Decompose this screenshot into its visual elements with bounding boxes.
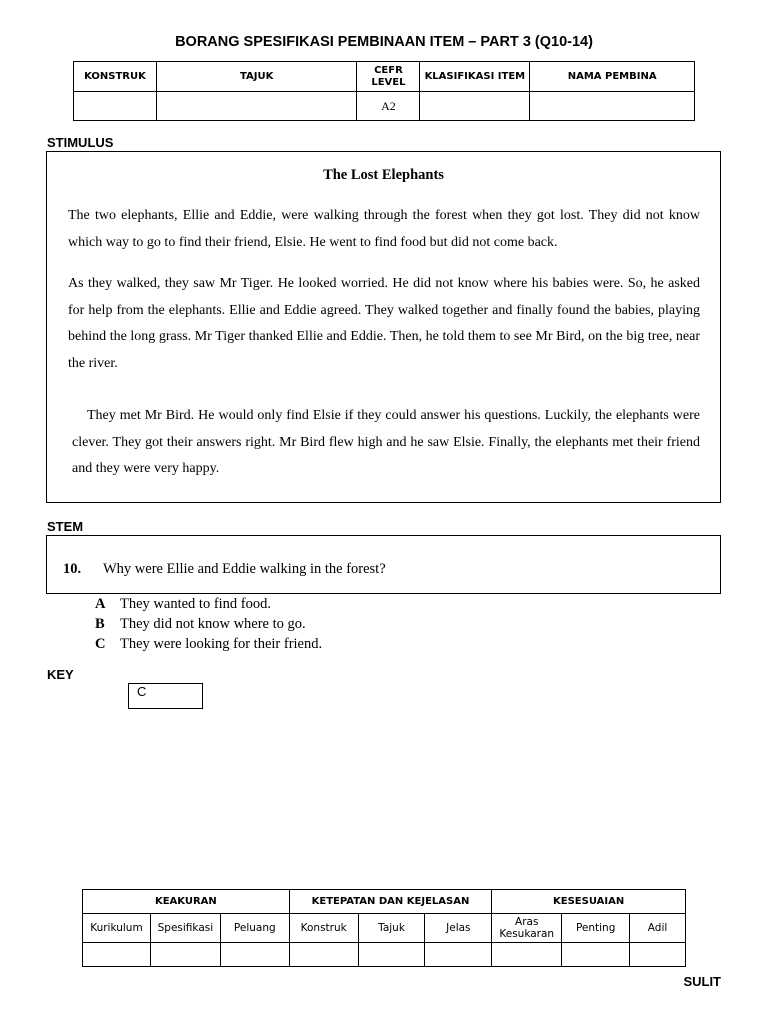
stimulus-paragraph-1: The two elephants, Ellie and Eddie, were walking through the forest when they got lost. They did not know which way to go to find their friend, Elsie. He went to find food but did not come back. xyxy=(68,208,700,250)
key-label: KEY xyxy=(47,667,74,682)
header-nama-pembina: NAMA PEMBINA xyxy=(530,62,695,92)
option-b[interactable] xyxy=(95,616,306,633)
footer-sulit: SULIT xyxy=(683,974,721,989)
option-text: They did not know where to go. xyxy=(120,616,306,632)
group-ketepatan-dan-kejelasan: KETEPATAN DAN KEJELASAN xyxy=(289,890,492,914)
sub-adil: Adil xyxy=(630,914,686,943)
eval-cell-kurikulum[interactable] xyxy=(83,943,151,967)
header-konstruk: KONSTRUK xyxy=(74,62,157,92)
story-title: The Lost Elephants xyxy=(323,167,444,183)
sub-aras-kesukaran: Aras Kesukaran xyxy=(492,914,562,943)
sub-spesifikasi: Spesifikasi xyxy=(150,914,220,943)
header-tajuk: TAJUK xyxy=(156,62,357,92)
sub-peluang: Peluang xyxy=(220,914,289,943)
header-klasifikasi-item: KLASIFIKASI ITEM xyxy=(420,62,530,92)
option-letter: A xyxy=(95,596,106,612)
option-a[interactable] xyxy=(95,596,271,613)
key-answer: C xyxy=(137,684,147,699)
cell-tajuk[interactable] xyxy=(156,92,357,121)
sub-jelas: Jelas xyxy=(425,914,492,943)
group-keakuran: KEAKURAN xyxy=(83,890,290,914)
cell-konstruk[interactable] xyxy=(74,92,157,121)
option-letter: B xyxy=(95,616,105,632)
key-answer-box[interactable] xyxy=(128,683,203,709)
stem-box xyxy=(46,535,721,594)
option-text: They were looking for their friend. xyxy=(120,636,323,652)
eval-cell-konstruk[interactable] xyxy=(289,943,358,967)
sub-penting: Penting xyxy=(562,914,630,943)
question-text: Why were Ellie and Eddie walking in the forest? xyxy=(103,561,386,577)
stem-label: STEM xyxy=(47,519,84,534)
cell-klasifikasi-item[interactable] xyxy=(420,92,530,121)
sub-konstruk: Konstruk xyxy=(289,914,358,943)
stimulus-label: STIMULUS xyxy=(47,135,114,150)
eval-cell-tajuk[interactable] xyxy=(358,943,425,967)
option-c[interactable] xyxy=(95,636,322,653)
cell-cefr-level[interactable]: A2 xyxy=(357,92,420,121)
sub-tajuk: Tajuk xyxy=(358,914,425,943)
sub-kurikulum: Kurikulum xyxy=(83,914,151,943)
eval-cell-spesifikasi[interactable] xyxy=(150,943,220,967)
eval-cell-aras-kesukaran[interactable] xyxy=(492,943,562,967)
stimulus-paragraph-2: As they walked, they saw Mr Tiger. He looked worried. He did not know where his babies were. So, he asked for help from the elephants. Ellie and Eddie agreed. They walked together and finally found the babies, playing behind the long grass. Mr Tiger thanked Ellie and Eddie. Then, he told them to see Mr Bird, on the big tree, near the river. xyxy=(68,276,700,371)
form-title: BORANG SPESIFIKASI PEMBINAAN ITEM – PART 3 (Q10-14) xyxy=(175,34,593,50)
stimulus-paragraph-3: They met Mr Bird. He would only find Elsie if they could answer his questions. Luckily, the elephants were clever. They got their answers right. Mr Bird flew high and he saw Elsie. Finally, the elephants met their friend and they were very happy. xyxy=(72,408,700,476)
stimulus-box xyxy=(46,151,721,503)
option-text: They wanted to find food. xyxy=(120,596,272,612)
cell-nama-pembina[interactable] xyxy=(530,92,695,121)
item-header-table xyxy=(73,61,695,121)
eval-cell-jelas[interactable] xyxy=(425,943,492,967)
question-number: 10. xyxy=(63,561,82,577)
option-letter: C xyxy=(95,636,106,652)
evaluation-table xyxy=(82,889,686,967)
eval-cell-adil[interactable] xyxy=(630,943,686,967)
eval-cell-penting[interactable] xyxy=(562,943,630,967)
eval-cell-peluang[interactable] xyxy=(220,943,289,967)
header-cefr-level: CEFR LEVEL xyxy=(357,62,420,92)
group-kesesuaian: KESESUAIAN xyxy=(492,890,686,914)
